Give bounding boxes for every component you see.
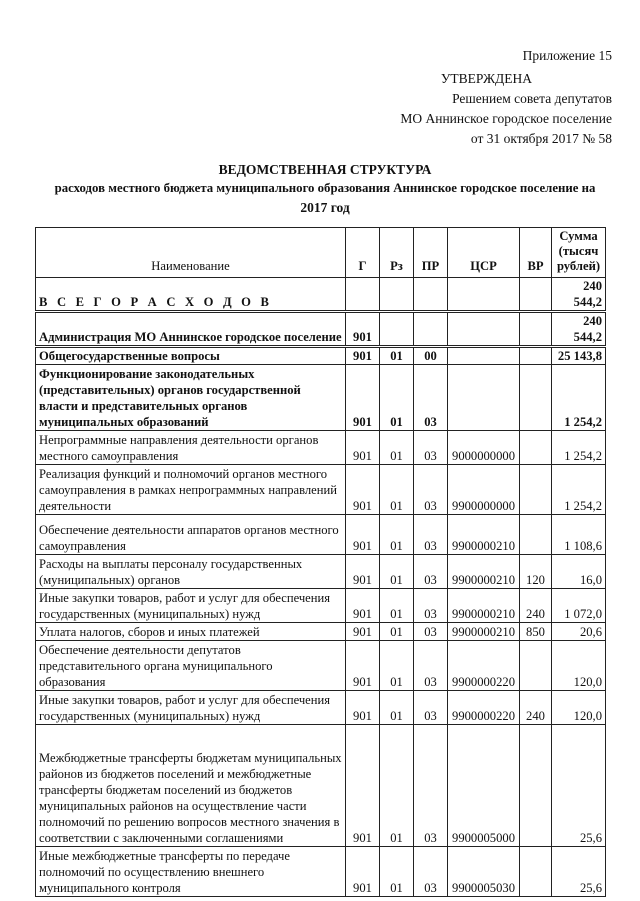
cell-csr: 9900005030 (448, 847, 520, 897)
cell-name: Обеспечение деятельности аппаратов органов местного самоуправления (36, 515, 346, 555)
municipality-label: МО Аннинское городское поселение (400, 111, 612, 126)
cell-sum: 20,6 (552, 623, 606, 641)
col-g-header: Г (346, 228, 380, 278)
cell-g (346, 278, 380, 312)
cell-sum: 1 254,2 (552, 465, 606, 515)
cell-rz: 01 (380, 465, 414, 515)
cell-g: 901 (346, 465, 380, 515)
cell-name: Функционирование законодательных (представительных) органов государственной власти и представительных органов муниципальных образований (36, 365, 346, 431)
cell-sum: 1 072,0 (552, 589, 606, 623)
cell-csr (448, 278, 520, 312)
cell-sum: 25 143,8 (552, 347, 606, 365)
date-label: от 31 октября 2017 № 58 (470, 131, 612, 146)
cell-g: 901 (346, 431, 380, 465)
cell-g: 901 (346, 555, 380, 589)
cell-pr (414, 278, 448, 312)
cell-sum: 1 108,6 (552, 515, 606, 555)
appendix-label: Приложение 15 (522, 48, 612, 63)
cell-g: 901 (346, 347, 380, 365)
cell-name: Непрограммные направления деятельности органов местного самоуправления (36, 431, 346, 465)
cell-name: Обеспечение деятельности депутатов представительного органа муниципального образования (36, 641, 346, 691)
col-name-header: Наименование (36, 228, 346, 278)
cell-csr: 9900000000 (448, 465, 520, 515)
cell-csr: 9900000210 (448, 515, 520, 555)
budget-table (35, 227, 606, 897)
cell-sum: 240 544,2 (552, 312, 606, 347)
cell-pr: 03 (414, 515, 448, 555)
approval-block (400, 46, 612, 149)
cell-sum: 1 254,2 (552, 365, 606, 431)
col-csr-header: ЦСР (448, 228, 520, 278)
cell-g: 901 (346, 641, 380, 691)
cell-pr: 03 (414, 589, 448, 623)
table-row (36, 515, 606, 555)
cell-vr (520, 431, 552, 465)
cell-name: Межбюджетные трансферты бюджетам муниципальных районов из бюджетов поселений и межбюджетные трансферты бюджетам поселений из бюджетов муниципальных районов на осуществление части полномочий по решению вопросов местного значения в соответствии с заключенными соглашениями (36, 725, 346, 847)
cell-csr (448, 347, 520, 365)
cell-pr: 03 (414, 465, 448, 515)
table-row (36, 641, 606, 691)
cell-csr: 9900000210 (448, 623, 520, 641)
table-row (36, 347, 606, 365)
cell-g: 901 (346, 515, 380, 555)
cell-pr: 03 (414, 365, 448, 431)
cell-sum: 120,0 (552, 691, 606, 725)
cell-vr (520, 312, 552, 347)
cell-pr (414, 312, 448, 347)
cell-name: Администрация МО Аннинское городское поселение (36, 312, 346, 347)
cell-name: Реализация функций и полномочий органов местного самоуправления в рамках непрограммных направлений деятельности (36, 465, 346, 515)
cell-rz: 01 (380, 515, 414, 555)
decision-label: Решением совета депутатов (452, 91, 612, 106)
cell-name: Иные закупки товаров, работ и услуг для обеспечения государственных (муниципальных) нужд (36, 691, 346, 725)
cell-csr: 9900000220 (448, 641, 520, 691)
cell-vr: 850 (520, 623, 552, 641)
table-row (36, 365, 606, 431)
cell-sum: 1 254,2 (552, 431, 606, 465)
cell-pr: 03 (414, 725, 448, 847)
cell-g: 901 (346, 691, 380, 725)
cell-sum: 25,6 (552, 847, 606, 897)
cell-name: Иные закупки товаров, работ и услуг для обеспечения государственных (муниципальных) нужд (36, 589, 346, 623)
table-row (36, 465, 606, 515)
cell-g: 901 (346, 365, 380, 431)
cell-csr: 9900000220 (448, 691, 520, 725)
cell-rz: 01 (380, 431, 414, 465)
table-row (36, 278, 606, 312)
cell-g: 901 (346, 589, 380, 623)
cell-name: Иные межбюджетные трансферты по передаче полномочий по осуществлению внешнего муниципального контроля (36, 847, 346, 897)
cell-csr (448, 312, 520, 347)
cell-rz: 01 (380, 641, 414, 691)
cell-rz: 01 (380, 347, 414, 365)
cell-vr: 120 (520, 555, 552, 589)
cell-csr: 9900000210 (448, 555, 520, 589)
table-row (36, 725, 606, 847)
col-pr-header: ПР (414, 228, 448, 278)
cell-vr (520, 641, 552, 691)
cell-rz: 01 (380, 847, 414, 897)
cell-vr (520, 465, 552, 515)
cell-vr: 240 (520, 589, 552, 623)
table-row (36, 555, 606, 589)
cell-sum: 16,0 (552, 555, 606, 589)
cell-rz: 01 (380, 555, 414, 589)
cell-pr: 03 (414, 555, 448, 589)
cell-name: Расходы на выплаты персоналу государственных (муниципальных) органов (36, 555, 346, 589)
col-sum-header: Сумма (тысяч рублей) (552, 228, 606, 278)
cell-rz: 01 (380, 691, 414, 725)
table-body (36, 278, 606, 897)
cell-g: 901 (346, 847, 380, 897)
approved-label: УТВЕРЖДЕНА (440, 71, 532, 86)
cell-csr: 9900000210 (448, 589, 520, 623)
cell-vr (520, 847, 552, 897)
table-row (36, 431, 606, 465)
cell-sum: 25,6 (552, 725, 606, 847)
title-line-2: расходов местного бюджета муниципального образования Аннинское городское поселение на (54, 181, 596, 195)
cell-csr (448, 365, 520, 431)
cell-name: Уплата налогов, сборов и иных платежей (36, 623, 346, 641)
cell-vr (520, 725, 552, 847)
table-row (36, 312, 606, 347)
cell-rz: 01 (380, 725, 414, 847)
cell-g: 901 (346, 623, 380, 641)
cell-rz: 01 (380, 623, 414, 641)
cell-pr: 03 (414, 691, 448, 725)
table-row (36, 589, 606, 623)
cell-csr: 9900005000 (448, 725, 520, 847)
cell-pr: 03 (414, 623, 448, 641)
cell-sum: 120,0 (552, 641, 606, 691)
title-line-1: ВЕДОМСТВЕННАЯ СТРУКТУРА (218, 162, 432, 177)
cell-pr: 00 (414, 347, 448, 365)
cell-vr (520, 515, 552, 555)
cell-rz: 01 (380, 365, 414, 431)
cell-name: Общегосударственные вопросы (36, 347, 346, 365)
table-row (36, 847, 606, 897)
cell-pr: 03 (414, 431, 448, 465)
table-row (36, 691, 606, 725)
title-line-3: 2017 год (300, 200, 350, 215)
cell-pr: 03 (414, 641, 448, 691)
cell-g: 901 (346, 725, 380, 847)
cell-name: В С Е Г О Р А С Х О Д О В (36, 278, 346, 312)
table-row (36, 623, 606, 641)
cell-rz: 01 (380, 589, 414, 623)
cell-vr (520, 365, 552, 431)
col-vr-header: ВР (520, 228, 552, 278)
cell-vr (520, 347, 552, 365)
cell-vr (520, 278, 552, 312)
cell-g: 901 (346, 312, 380, 347)
cell-pr: 03 (414, 847, 448, 897)
cell-sum: 240 544,2 (552, 278, 606, 312)
cell-rz (380, 278, 414, 312)
cell-csr: 9000000000 (448, 431, 520, 465)
table-header-row (36, 228, 606, 278)
cell-vr: 240 (520, 691, 552, 725)
document-title (30, 160, 620, 217)
col-rz-header: Рз (380, 228, 414, 278)
cell-rz (380, 312, 414, 347)
